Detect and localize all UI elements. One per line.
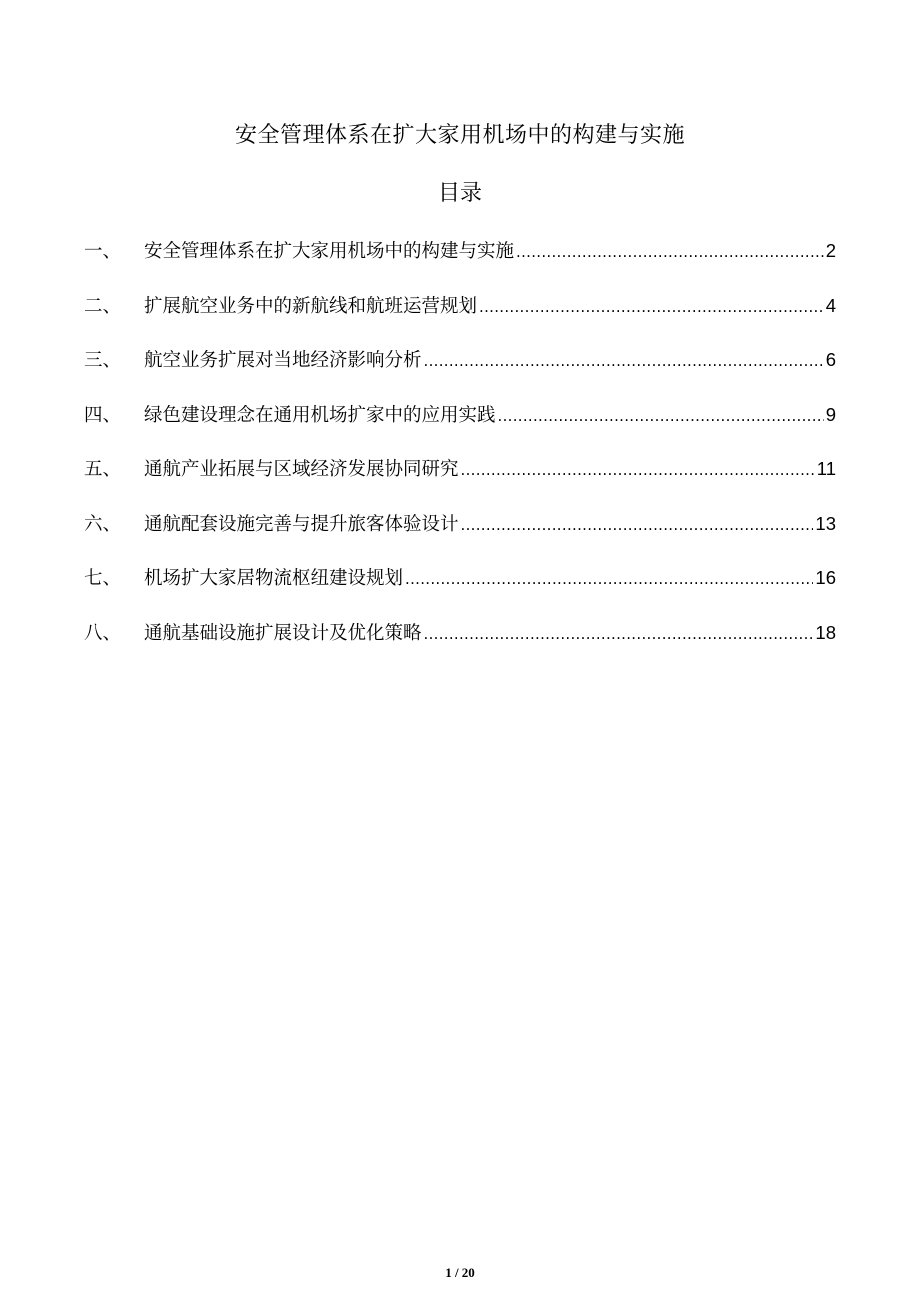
toc-entry-page: 18 <box>815 621 836 643</box>
toc-entry-title: 扩展航空业务中的新航线和航班运营规划 <box>144 295 478 317</box>
toc-entry-6[interactable] <box>84 507 836 562</box>
toc-entry-number: 一、 <box>84 241 122 262</box>
toc-entry-page: 4 <box>825 294 836 316</box>
toc-entry-7[interactable] <box>84 561 836 616</box>
toc-dot-leader <box>424 344 824 378</box>
toc-entry-4[interactable] <box>84 398 836 453</box>
toc-entry-5[interactable] <box>84 452 836 507</box>
toc-entry-page: 2 <box>825 240 836 261</box>
toc-dot-leader <box>479 290 824 324</box>
toc-entry-1[interactable] <box>84 234 836 289</box>
toc-entry-page: 13 <box>815 512 836 534</box>
toc-entry-page: 6 <box>825 349 836 370</box>
toc-heading: 目录 <box>437 181 482 206</box>
toc-entry-title: 机场扩大家居物流枢纽建设规划 <box>144 568 404 589</box>
toc-entry-8[interactable] <box>84 616 836 671</box>
toc-dot-leader <box>424 617 814 651</box>
toc-entry-title: 通航基础设施扩展设计及优化策略 <box>144 622 422 644</box>
toc-entry-number: 三、 <box>84 350 122 371</box>
table-of-contents <box>84 234 836 670</box>
toc-dot-leader <box>498 399 824 433</box>
toc-entry-number: 六、 <box>84 513 122 535</box>
toc-entry-title: 航空业务扩展对当地经济影响分析 <box>144 350 422 371</box>
page-number-footer: 1 / 20 <box>445 1265 475 1280</box>
toc-entry-page: 11 <box>816 458 836 479</box>
toc-entry-page: 16 <box>815 567 836 588</box>
toc-entry-page: 9 <box>825 403 836 425</box>
toc-dot-leader <box>405 562 813 596</box>
toc-entry-number: 二、 <box>84 295 122 317</box>
toc-entry-number: 五、 <box>84 459 122 480</box>
toc-entry-number: 八、 <box>84 622 122 644</box>
toc-entry-title: 通航产业拓展与区域经济发展协同研究 <box>144 459 459 480</box>
toc-dot-leader <box>516 235 824 269</box>
toc-dot-leader <box>461 453 815 487</box>
toc-entry-3[interactable] <box>84 343 836 398</box>
toc-entry-title: 通航配套设施完善与提升旅客体验设计 <box>144 513 459 535</box>
toc-dot-leader <box>461 508 814 542</box>
toc-entry-number: 七、 <box>84 568 122 589</box>
toc-entry-2[interactable] <box>84 289 836 344</box>
toc-entry-number: 四、 <box>84 404 122 426</box>
document-title: 安全管理体系在扩大家用机场中的构建与实施 <box>234 123 685 148</box>
toc-entry-title: 绿色建设理念在通用机场扩家中的应用实践 <box>144 404 496 426</box>
toc-entry-title: 安全管理体系在扩大家用机场中的构建与实施 <box>144 241 515 262</box>
